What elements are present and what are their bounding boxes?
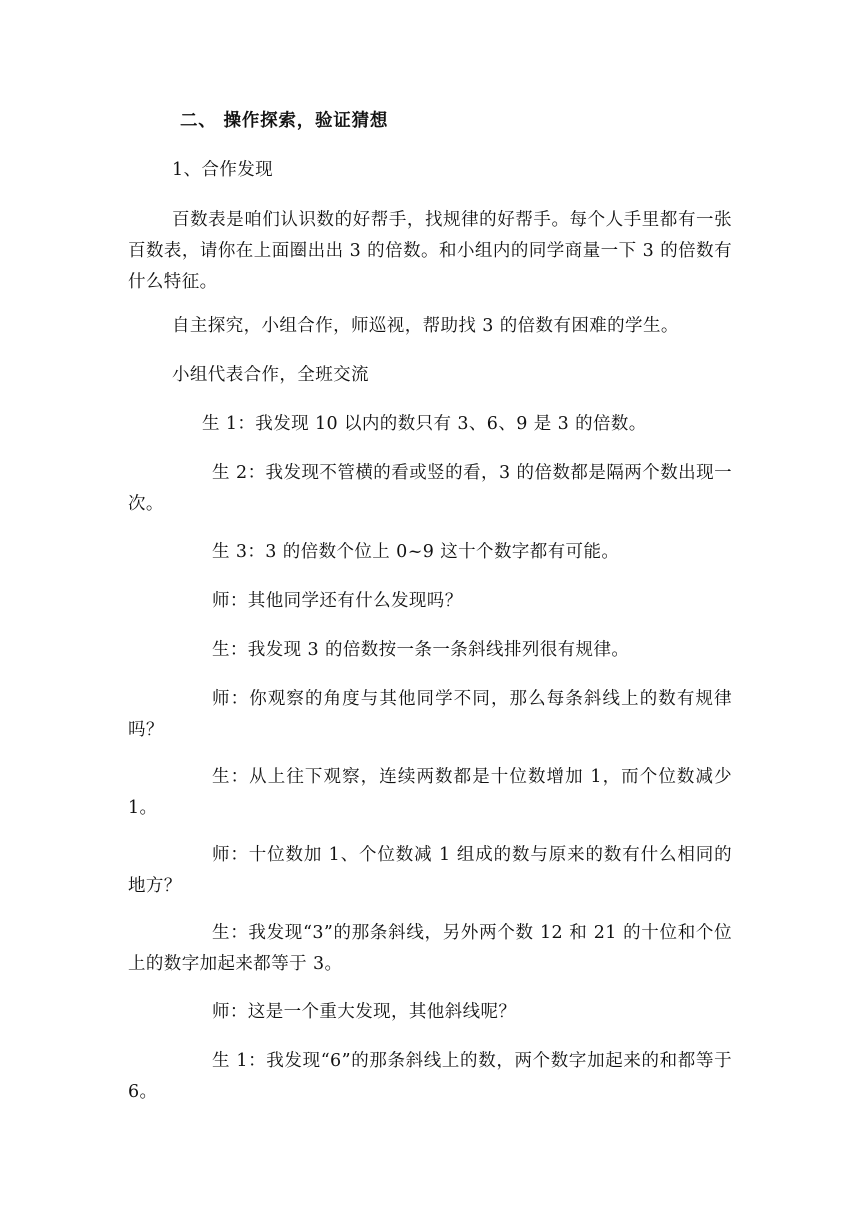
dialogue-line: 师：十位数加 1、个位数减 1 组成的数与原来的数有什么相同的地方？ (128, 845, 732, 896)
section-heading: 二、 操作探索，验证猜想 (180, 111, 389, 131)
dialogue-line: 生：我发现 3 的倍数按一条一条斜线排列很有规律。 (212, 640, 630, 660)
dialogue-line: 生 1：我发现 10 以内的数只有 3、6、9 是 3 的倍数。 (202, 414, 647, 434)
activity-paragraph: 自主探究，小组合作，师巡视，帮助找 3 的倍数有困难的学生。 (172, 316, 679, 336)
dialogue-line: 师：其他同学还有什么发现吗？ (212, 591, 463, 611)
dialogue-line: 生：从上往下观察，连续两数都是十位数增加 1，而个位数减少 1。 (128, 767, 732, 818)
dialogue-line: 生：我发现“3”的那条斜线，另外两个数 12 和 21 的十位和个位上的数字加起来都等于 3。 (128, 923, 732, 974)
dialogue-line: 师：这是一个重大发现，其他斜线呢？ (212, 1002, 517, 1022)
dialogue-line: 生 2：我发现不管横的看或竖的看，3 的倍数都是隔两个数出现一次。 (128, 463, 732, 514)
dialogue-line: 生 1：我发现“6”的那条斜线上的数，两个数字加起来的和都等于 6。 (128, 1051, 732, 1102)
exchange-paragraph: 小组代表合作，全班交流 (172, 365, 369, 385)
dialogue-line: 师：你观察的角度与其他同学不同，那么每条斜线上的数有规律吗？ (128, 689, 732, 740)
intro-paragraph: 百数表是咱们认识数的好帮手，找规律的好帮手。每个人手里都有一张百数表，请你在上面圈出出 3 的倍数。和小组内的同学商量一下 3 的倍数有什么特征。 (128, 210, 732, 292)
subsection-heading: 1、合作发现 (172, 160, 274, 180)
dialogue-line: 生 3：3 的倍数个位上 0~9 这十个数字都有可能。 (212, 542, 620, 562)
